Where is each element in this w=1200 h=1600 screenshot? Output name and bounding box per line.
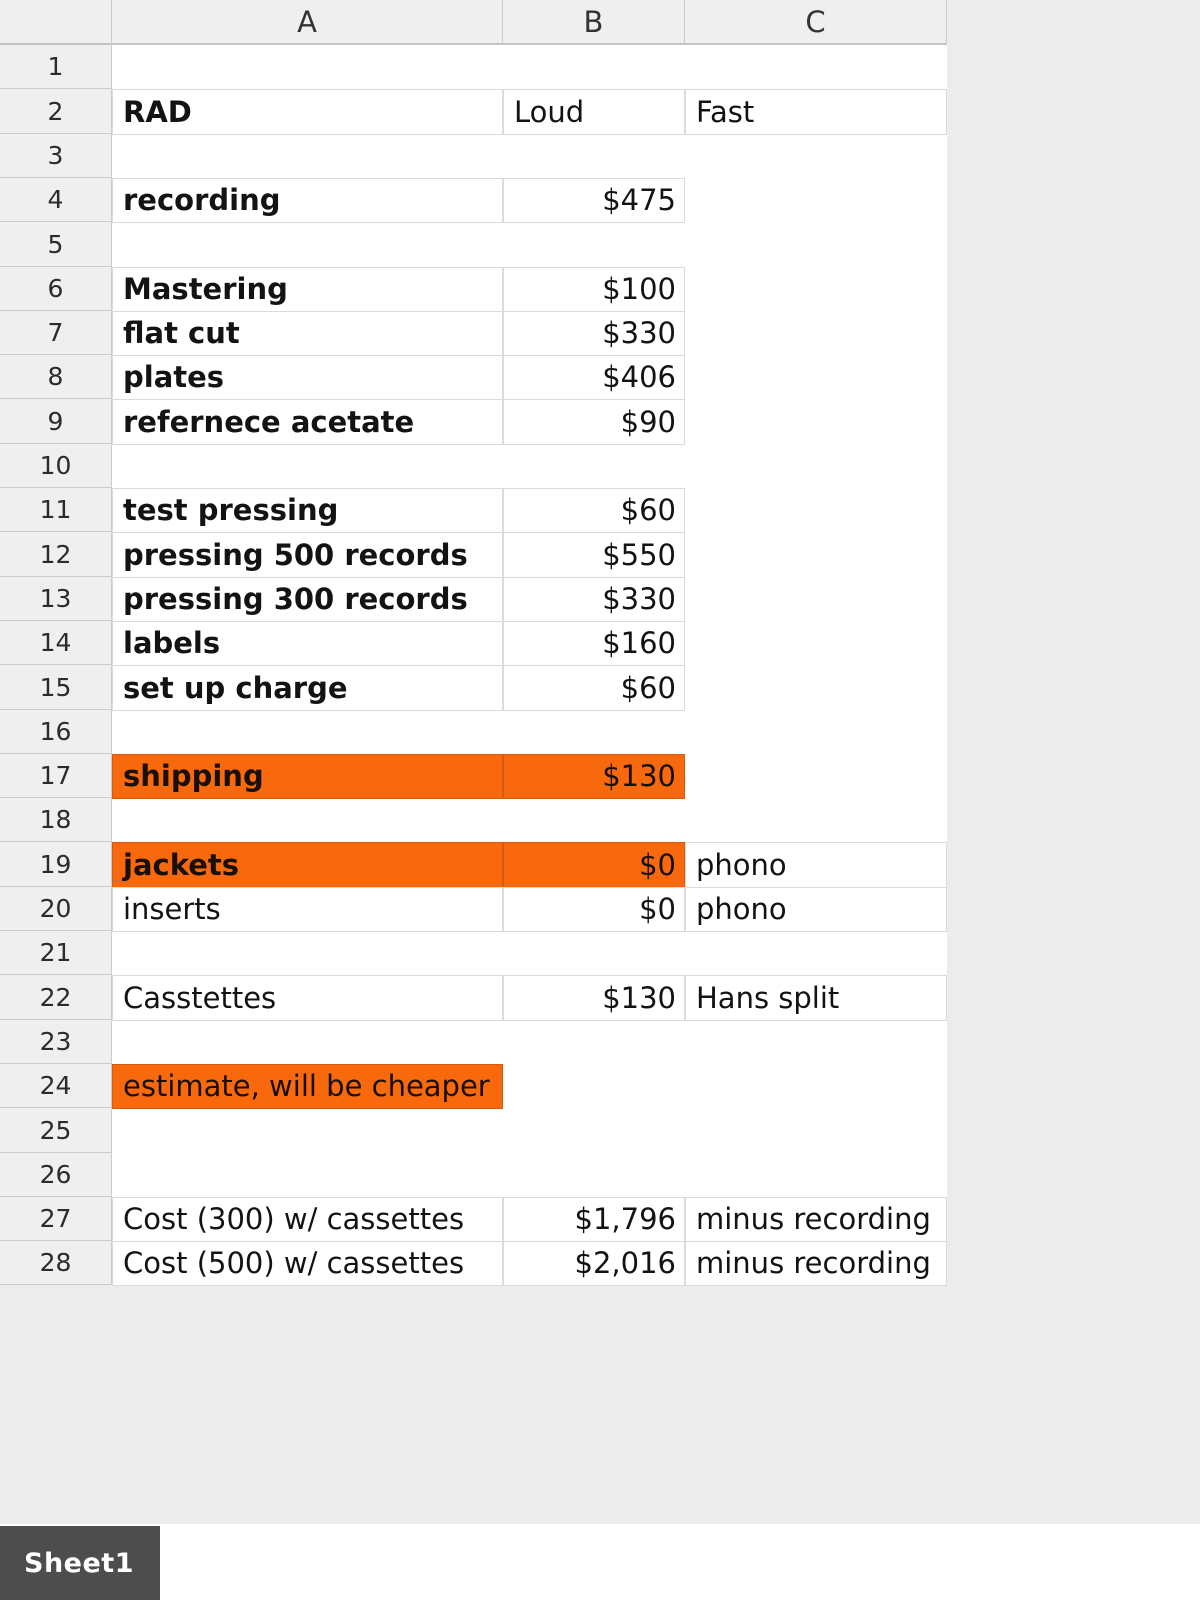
row-header-13[interactable]: 13 — [0, 577, 112, 621]
cell-B20[interactable]: $0 — [503, 887, 685, 932]
row-header-5[interactable]: 5 — [0, 222, 112, 267]
select-all-corner[interactable] — [0, 0, 112, 45]
cell-A14[interactable]: labels — [112, 621, 503, 666]
cell-C19[interactable]: phono — [685, 842, 947, 888]
row-header-14[interactable]: 14 — [0, 621, 112, 665]
cell-A28[interactable]: Cost (500) w/ cassettes — [112, 1241, 503, 1286]
row-header-16[interactable]: 16 — [0, 710, 112, 754]
cell-B15[interactable]: $60 — [503, 665, 685, 711]
cell-C22[interactable]: Hans split — [685, 975, 947, 1021]
row-header-9[interactable]: 9 — [0, 399, 112, 444]
row-header-17[interactable]: 17 — [0, 754, 112, 798]
cell-A13[interactable]: pressing 300 records — [112, 577, 503, 622]
row-header-23[interactable]: 23 — [0, 1020, 112, 1064]
sheet-tab-label: Sheet1 — [24, 1547, 134, 1579]
cell-A27[interactable]: Cost (300) w/ cassettes — [112, 1197, 503, 1242]
cell-B22[interactable]: $130 — [503, 975, 685, 1021]
row-header-2[interactable]: 2 — [0, 89, 112, 134]
cell-A15[interactable]: set up charge — [112, 665, 503, 711]
column-header-C[interactable]: C — [685, 0, 947, 45]
row-header-1[interactable]: 1 — [0, 45, 112, 89]
row-header-22[interactable]: 22 — [0, 975, 112, 1020]
cell-B17[interactable]: $130 — [503, 754, 685, 799]
cell-A12[interactable]: pressing 500 records — [112, 532, 503, 578]
column-header-B[interactable]: B — [503, 0, 685, 45]
cell-B9[interactable]: $90 — [503, 399, 685, 445]
cell-C27[interactable]: minus recording — [685, 1197, 947, 1242]
row-header-4[interactable]: 4 — [0, 178, 112, 222]
row-header-19[interactable]: 19 — [0, 842, 112, 887]
row-header-24[interactable]: 24 — [0, 1064, 112, 1108]
cell-B6[interactable]: $100 — [503, 267, 685, 312]
row-header-15[interactable]: 15 — [0, 665, 112, 710]
cell-B27[interactable]: $1,796 — [503, 1197, 685, 1242]
cell-A19[interactable]: jackets — [112, 842, 503, 888]
cell-B14[interactable]: $160 — [503, 621, 685, 666]
row-header-18[interactable]: 18 — [0, 798, 112, 842]
cell-B4[interactable]: $475 — [503, 178, 685, 223]
cell-C2[interactable]: Fast — [685, 89, 947, 135]
row-header-25[interactable]: 25 — [0, 1108, 112, 1153]
row-header-6[interactable]: 6 — [0, 267, 112, 311]
cell-B8[interactable]: $406 — [503, 355, 685, 400]
row-header-7[interactable]: 7 — [0, 311, 112, 355]
cell-A6[interactable]: Mastering — [112, 267, 503, 312]
cell-A22[interactable]: Casstettes — [112, 975, 503, 1021]
row-header-3[interactable]: 3 — [0, 134, 112, 178]
cell-A20[interactable]: inserts — [112, 887, 503, 932]
row-header-12[interactable]: 12 — [0, 532, 112, 577]
cell-A8[interactable]: plates — [112, 355, 503, 400]
cell-C28[interactable]: minus recording — [685, 1241, 947, 1286]
row-header-27[interactable]: 27 — [0, 1197, 112, 1241]
column-header-A[interactable]: A — [112, 0, 503, 45]
cell-B28[interactable]: $2,016 — [503, 1241, 685, 1286]
cell-A24[interactable]: estimate, will be cheaper — [112, 1064, 503, 1109]
cell-B7[interactable]: $330 — [503, 311, 685, 356]
cell-A2[interactable]: RAD — [112, 89, 503, 135]
row-header-10[interactable]: 10 — [0, 444, 112, 488]
row-header-28[interactable]: 28 — [0, 1241, 112, 1285]
cell-B2[interactable]: Loud — [503, 89, 685, 135]
cell-B12[interactable]: $550 — [503, 532, 685, 578]
row-header-11[interactable]: 11 — [0, 488, 112, 532]
row-header-20[interactable]: 20 — [0, 887, 112, 931]
cell-A11[interactable]: test pressing — [112, 488, 503, 533]
row-header-8[interactable]: 8 — [0, 355, 112, 399]
cell-A17[interactable]: shipping — [112, 754, 503, 799]
cell-A9[interactable]: refernece acetate — [112, 399, 503, 445]
cell-C20[interactable]: phono — [685, 887, 947, 932]
tab-sheet1[interactable] — [0, 1526, 160, 1600]
cell-B19[interactable]: $0 — [503, 842, 685, 888]
cell-B11[interactable]: $60 — [503, 488, 685, 533]
row-header-26[interactable]: 26 — [0, 1153, 112, 1197]
row-header-21[interactable]: 21 — [0, 931, 112, 975]
cell-A7[interactable]: flat cut — [112, 311, 503, 356]
cell-A4[interactable]: recording — [112, 178, 503, 223]
sheet-tab-bar — [0, 1524, 1200, 1600]
cell-B13[interactable]: $330 — [503, 577, 685, 622]
